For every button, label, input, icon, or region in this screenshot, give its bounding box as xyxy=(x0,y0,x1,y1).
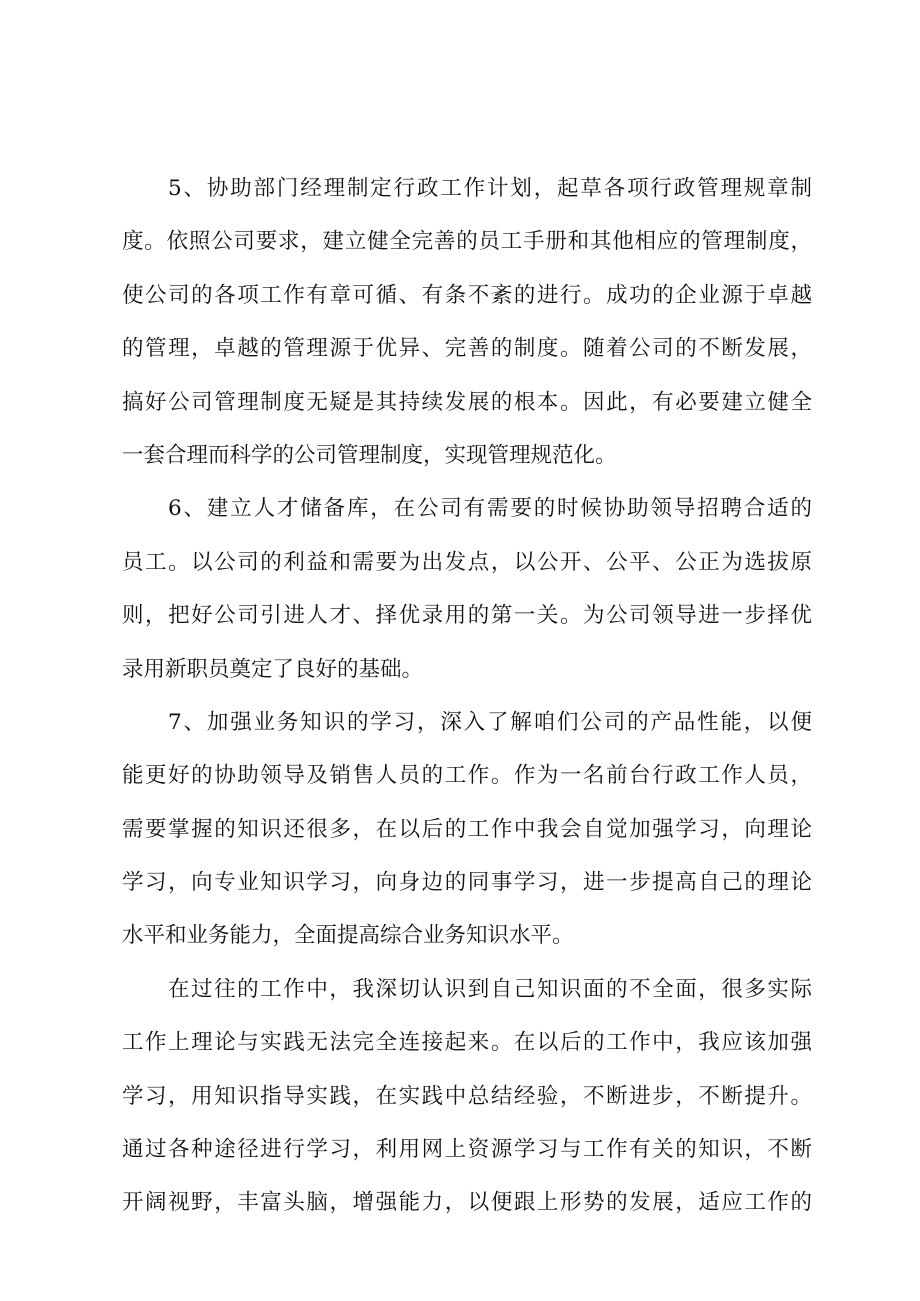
paragraph-6-line: 则，把好公司引进人才、择优录用的第一关。为公司领导进一步择优 xyxy=(122,603,812,629)
closing-paragraph-line: 在过往的工作中，我深切认识到自己知识面的不全面，很多实际 xyxy=(168,976,812,1002)
closing-paragraph-line: 工作上理论与实践无法完全连接起来。在以后的工作中，我应该加强 xyxy=(122,1030,812,1056)
paragraph-5-line: 5、协助部门经理制定行政工作计划，起草各项行政管理规章制 xyxy=(168,176,812,201)
document-body xyxy=(122,162,812,1230)
paragraph-7-line: 7、加强业务知识的学习，深入了解咱们公司的产品性能，以便 xyxy=(168,709,812,735)
paragraph-7-line: 学习，向专业知识学习，向身边的同事学习，进一步提高自己的理论 xyxy=(122,870,812,896)
paragraph-6-line: 6、建立人才储备库，在公司有需要的时候协助领导招聘合适的 xyxy=(168,496,812,522)
paragraph-5-line: 一套合理而科学的公司管理制度，实现管理规范化。 xyxy=(122,442,617,468)
closing-paragraph-line: 开阔视野，丰富头脑，增强能力，以便跟上形势的发展，适应工作的 xyxy=(122,1190,812,1216)
paragraph-6-line: 录用新职员奠定了良好的基础。 xyxy=(122,656,424,682)
paragraph-5-line: 的管理，卓越的管理源于优异、完善的制度。随着公司的不断发展， xyxy=(122,336,812,362)
paragraph-5-line: 搞好公司管理制度无疑是其持续发展的根本。因此，有必要建立健全 xyxy=(122,389,812,415)
closing-paragraph-line: 学习，用知识指导实践，在实践中总结经验，不断进步，不断提升。 xyxy=(122,1083,812,1109)
paragraph-7-line: 需要掌握的知识还很多，在以后的工作中我会自觉加强学习，向理论 xyxy=(122,816,812,842)
paragraph-7-line: 水平和业务能力，全面提高综合业务知识水平。 xyxy=(122,923,574,949)
closing-paragraph-line: 通过各种途径进行学习，利用网上资源学习与工作有关的知识，不断 xyxy=(122,1137,812,1163)
paragraph-7-line: 能更好的协助领导及销售人员的工作。作为一名前台行政工作人员， xyxy=(122,763,812,789)
paragraph-5-line: 度。依照公司要求，建立健全完善的员工手册和其他相应的管理制度， xyxy=(122,229,812,255)
paragraph-6-line: 员工。以公司的利益和需要为出发点，以公开、公平、公正为选拔原 xyxy=(122,549,812,575)
paragraph-5-line: 使公司的各项工作有章可循、有条不紊的进行。成功的企业源于卓越 xyxy=(122,282,812,308)
